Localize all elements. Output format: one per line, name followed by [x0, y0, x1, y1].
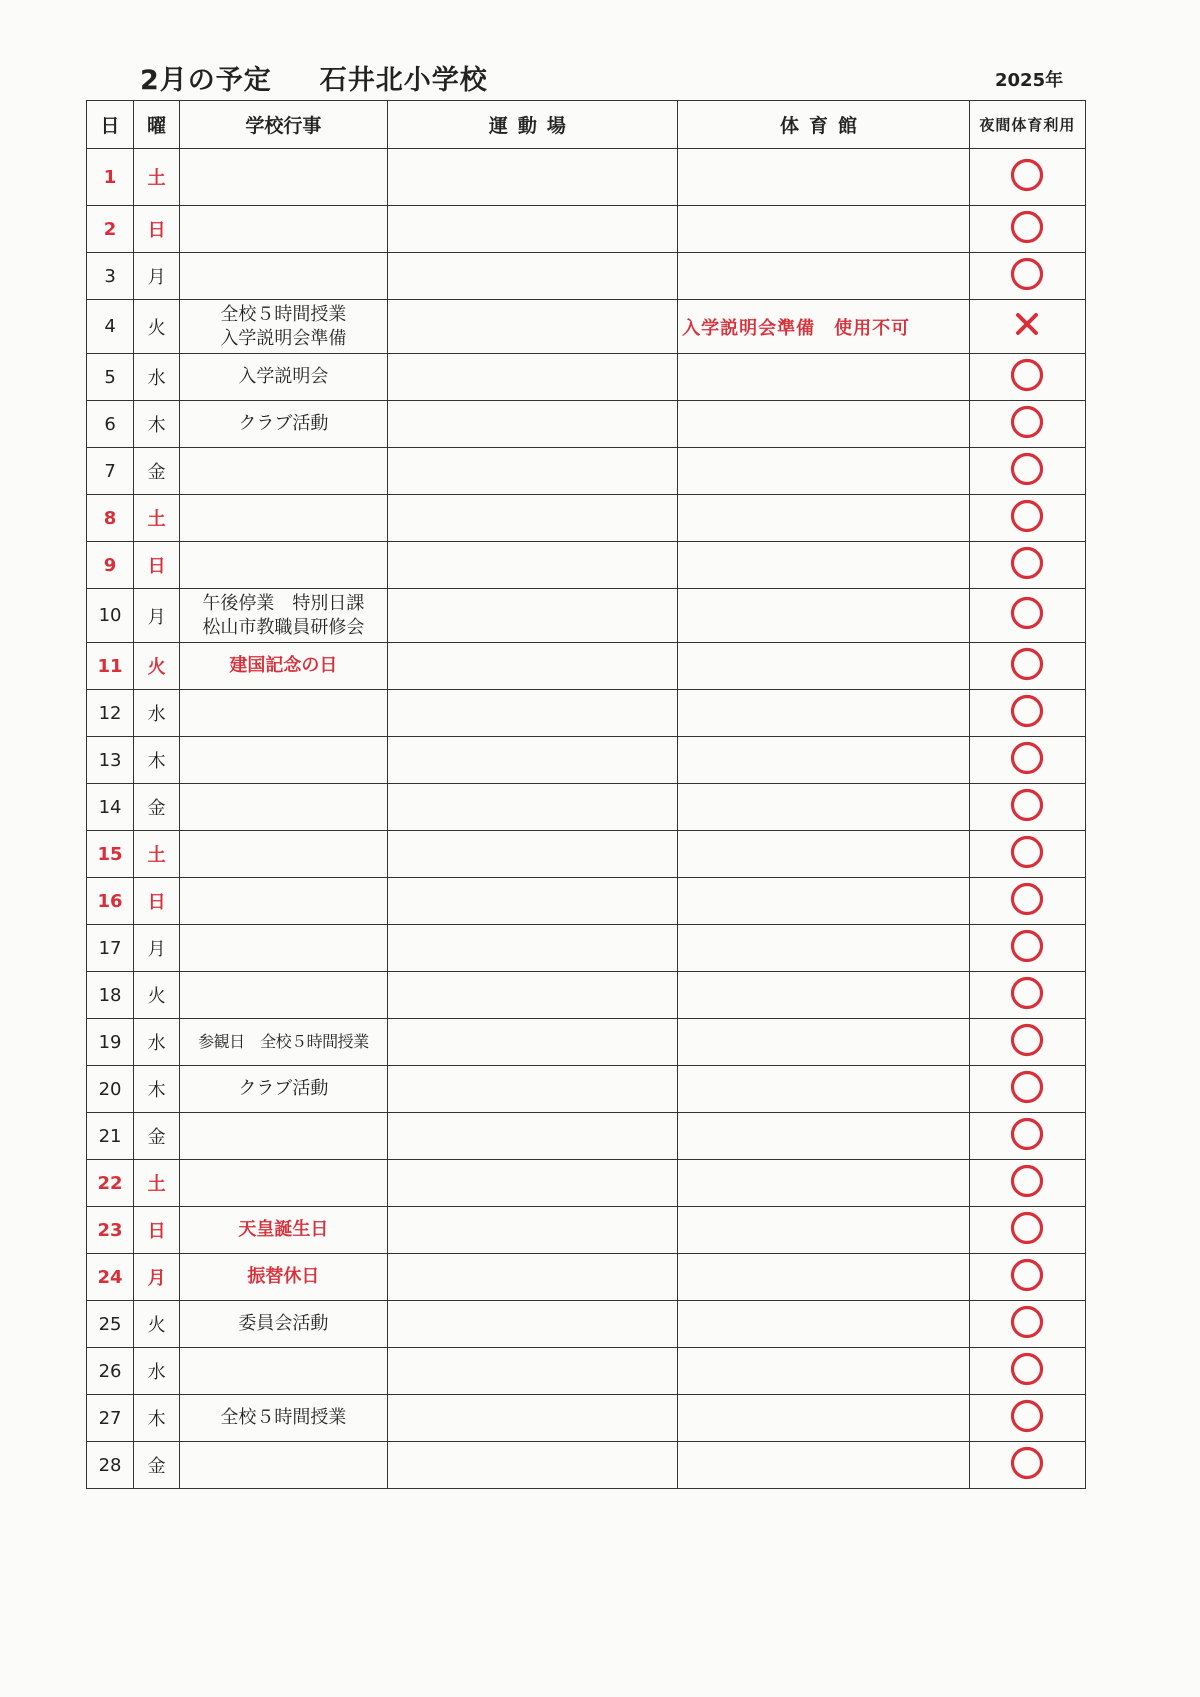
night-use-cell	[969, 1442, 1085, 1489]
header-row	[87, 101, 1086, 149]
gym-cell	[678, 690, 970, 737]
field-cell	[387, 589, 678, 643]
field-cell	[387, 737, 678, 784]
events-cell	[180, 206, 387, 253]
gym-cell	[678, 1207, 970, 1254]
weekday-cell: 土	[134, 495, 180, 542]
events-cell	[180, 643, 387, 690]
gym-cell	[678, 1442, 970, 1489]
table-row	[87, 1019, 1086, 1066]
weekday-cell: 水	[134, 354, 180, 401]
events-cell	[180, 1113, 387, 1160]
circle-icon	[1009, 451, 1045, 487]
day-cell: 8	[87, 495, 134, 542]
night-use-cell	[969, 1301, 1085, 1348]
weekday-cell: 月	[134, 1254, 180, 1301]
day-cell: 5	[87, 354, 134, 401]
header-day: 日	[87, 101, 134, 149]
weekday-cell: 木	[134, 1066, 180, 1113]
header-events: 学校行事	[180, 101, 387, 149]
table-row	[87, 690, 1086, 737]
gym-cell	[678, 401, 970, 448]
events-cell	[180, 737, 387, 784]
weekday-cell: 月	[134, 925, 180, 972]
night-use-cell	[969, 925, 1085, 972]
day-cell: 25	[87, 1301, 134, 1348]
gym-cell	[678, 878, 970, 925]
gym-cell	[678, 972, 970, 1019]
field-cell	[387, 1442, 678, 1489]
gym-cell	[678, 1113, 970, 1160]
gym-cell	[678, 1301, 970, 1348]
field-cell	[387, 1301, 678, 1348]
event-text: クラブ活動	[238, 413, 329, 434]
weekday-cell: 金	[134, 1442, 180, 1489]
weekday-cell: 土	[134, 1160, 180, 1207]
page-title	[140, 58, 488, 97]
field-cell	[387, 1019, 678, 1066]
table-row	[87, 542, 1086, 589]
event-text: 入学説明会準備	[220, 327, 347, 349]
day-cell: 17	[87, 925, 134, 972]
gym-cell: 入学説明会準備 使用不可	[678, 300, 970, 354]
weekday-cell: 日	[134, 878, 180, 925]
day-cell: 7	[87, 448, 134, 495]
events-cell	[180, 542, 387, 589]
field-cell	[387, 149, 678, 206]
weekday-cell: 木	[134, 1395, 180, 1442]
weekday-cell: 水	[134, 1348, 180, 1395]
table-row	[87, 401, 1086, 448]
night-use-cell	[969, 1348, 1085, 1395]
day-cell: 24	[87, 1254, 134, 1301]
circle-icon	[1009, 787, 1045, 823]
circle-icon	[1009, 928, 1045, 964]
gym-cell	[678, 925, 970, 972]
circle-icon	[1009, 1257, 1045, 1293]
night-use-cell	[969, 1395, 1085, 1442]
events-cell	[180, 1442, 387, 1489]
day-cell: 12	[87, 690, 134, 737]
day-cell: 20	[87, 1066, 134, 1113]
night-use-cell	[969, 495, 1085, 542]
day-cell: 6	[87, 401, 134, 448]
gym-cell	[678, 589, 970, 643]
field-cell	[387, 542, 678, 589]
weekday-cell: 水	[134, 1019, 180, 1066]
weekday-cell: 火	[134, 300, 180, 354]
table-row	[87, 925, 1086, 972]
night-use-cell	[969, 831, 1085, 878]
day-cell: 27	[87, 1395, 134, 1442]
night-use-cell	[969, 1066, 1085, 1113]
circle-icon	[1009, 157, 1045, 193]
events-cell	[180, 354, 387, 401]
gym-cell	[678, 1395, 970, 1442]
circle-icon	[1009, 404, 1045, 440]
header-night: 夜間体育利用	[969, 101, 1085, 149]
day-cell: 13	[87, 737, 134, 784]
events-cell	[180, 1019, 387, 1066]
gym-cell	[678, 1066, 970, 1113]
table-row	[87, 1254, 1086, 1301]
table-row	[87, 354, 1086, 401]
events-cell	[180, 972, 387, 1019]
title-month: 2月の予定	[140, 65, 272, 96]
day-cell: 2	[87, 206, 134, 253]
night-use-cell	[969, 972, 1085, 1019]
schedule-table	[86, 100, 1086, 1489]
weekday-cell: 金	[134, 784, 180, 831]
gym-cell	[678, 643, 970, 690]
circle-icon	[1009, 975, 1045, 1011]
weekday-cell: 日	[134, 206, 180, 253]
circle-icon	[1009, 1022, 1045, 1058]
table-row	[87, 253, 1086, 300]
table-row	[87, 831, 1086, 878]
weekday-cell: 金	[134, 448, 180, 495]
night-use-cell	[969, 542, 1085, 589]
night-use-cell	[969, 206, 1085, 253]
field-cell	[387, 643, 678, 690]
table-row	[87, 878, 1086, 925]
weekday-cell: 月	[134, 253, 180, 300]
table-row	[87, 1395, 1086, 1442]
events-cell	[180, 589, 387, 643]
table-row	[87, 448, 1086, 495]
events-cell	[180, 784, 387, 831]
table-row	[87, 495, 1086, 542]
gym-cell	[678, 542, 970, 589]
field-cell	[387, 448, 678, 495]
cross-icon	[1015, 312, 1039, 336]
field-cell	[387, 1395, 678, 1442]
gym-cell	[678, 1160, 970, 1207]
day-cell: 21	[87, 1113, 134, 1160]
table-row	[87, 1066, 1086, 1113]
events-cell	[180, 831, 387, 878]
circle-icon	[1009, 834, 1045, 870]
field-cell	[387, 300, 678, 354]
table-row	[87, 972, 1086, 1019]
circle-icon	[1009, 1445, 1045, 1481]
day-cell: 4	[87, 300, 134, 354]
field-cell	[387, 206, 678, 253]
events-cell	[180, 878, 387, 925]
event-text: 入学説明会	[238, 366, 329, 387]
event-text: 全校５時間授業	[220, 303, 347, 325]
day-cell: 1	[87, 149, 134, 206]
event-text: 参観日 全校５時間授業	[198, 1032, 369, 1051]
day-cell: 15	[87, 831, 134, 878]
event-text: 松山市教職員研修会	[202, 616, 365, 638]
circle-icon	[1009, 256, 1045, 292]
table-row	[87, 1348, 1086, 1395]
circle-icon	[1009, 1398, 1045, 1434]
weekday-cell: 月	[134, 589, 180, 643]
events-cell	[180, 690, 387, 737]
table-row	[87, 1113, 1086, 1160]
schedule-body	[87, 149, 1086, 1489]
events-cell	[180, 300, 387, 354]
field-cell	[387, 972, 678, 1019]
circle-icon	[1009, 545, 1045, 581]
circle-icon	[1009, 357, 1045, 393]
events-cell	[180, 1066, 387, 1113]
field-cell	[387, 784, 678, 831]
circle-icon	[1009, 1351, 1045, 1387]
title-school: 石井北小学校	[319, 65, 488, 96]
day-cell: 26	[87, 1348, 134, 1395]
field-cell	[387, 354, 678, 401]
weekday-cell: 火	[134, 972, 180, 1019]
event-text: 委員会活動	[238, 1313, 329, 1334]
night-use-cell	[969, 784, 1085, 831]
weekday-cell: 土	[134, 149, 180, 206]
day-cell: 9	[87, 542, 134, 589]
circle-icon	[1009, 881, 1045, 917]
events-cell	[180, 1207, 387, 1254]
day-cell: 16	[87, 878, 134, 925]
field-cell	[387, 831, 678, 878]
weekday-cell: 金	[134, 1113, 180, 1160]
table-row	[87, 737, 1086, 784]
night-use-cell	[969, 1019, 1085, 1066]
table-row	[87, 589, 1086, 643]
night-use-cell	[969, 1113, 1085, 1160]
events-cell	[180, 925, 387, 972]
gym-cell	[678, 1019, 970, 1066]
night-use-cell	[969, 737, 1085, 784]
circle-icon	[1009, 1116, 1045, 1152]
field-cell	[387, 878, 678, 925]
table-row	[87, 643, 1086, 690]
circle-icon	[1009, 595, 1045, 631]
field-cell	[387, 253, 678, 300]
night-use-cell	[969, 1254, 1085, 1301]
gym-cell	[678, 495, 970, 542]
field-cell	[387, 401, 678, 448]
day-cell: 3	[87, 253, 134, 300]
circle-icon	[1009, 1163, 1045, 1199]
field-cell	[387, 1066, 678, 1113]
night-use-cell	[969, 253, 1085, 300]
field-cell	[387, 1254, 678, 1301]
header-field: 運動場	[387, 101, 678, 149]
night-use-cell	[969, 878, 1085, 925]
gym-cell	[678, 253, 970, 300]
night-use-cell	[969, 354, 1085, 401]
circle-icon	[1009, 646, 1045, 682]
header-weekday: 曜	[134, 101, 180, 149]
gym-cell	[678, 206, 970, 253]
gym-cell	[678, 737, 970, 784]
day-cell: 10	[87, 589, 134, 643]
day-cell: 18	[87, 972, 134, 1019]
circle-icon	[1009, 693, 1045, 729]
weekday-cell: 木	[134, 737, 180, 784]
event-text: 午後停業 特別日課	[202, 592, 365, 614]
table-row	[87, 300, 1086, 354]
night-use-cell	[969, 690, 1085, 737]
night-use-cell	[969, 300, 1085, 354]
table-row	[87, 1301, 1086, 1348]
day-cell: 14	[87, 784, 134, 831]
gym-cell	[678, 354, 970, 401]
events-cell	[180, 401, 387, 448]
gym-cell	[678, 448, 970, 495]
night-use-cell	[969, 1160, 1085, 1207]
day-cell: 23	[87, 1207, 134, 1254]
gym-cell	[678, 1254, 970, 1301]
events-cell	[180, 1348, 387, 1395]
circle-icon	[1009, 740, 1045, 776]
events-cell	[180, 1160, 387, 1207]
weekday-cell: 水	[134, 690, 180, 737]
events-cell	[180, 149, 387, 206]
field-cell	[387, 925, 678, 972]
night-use-cell	[969, 401, 1085, 448]
table-row	[87, 784, 1086, 831]
table-row	[87, 1160, 1086, 1207]
weekday-cell: 日	[134, 1207, 180, 1254]
weekday-cell: 土	[134, 831, 180, 878]
gym-cell	[678, 149, 970, 206]
events-cell	[180, 1301, 387, 1348]
night-use-cell	[969, 589, 1085, 643]
field-cell	[387, 495, 678, 542]
day-cell: 22	[87, 1160, 134, 1207]
table-row	[87, 206, 1086, 253]
event-text: 建国記念の日	[229, 655, 338, 676]
weekday-cell: 火	[134, 1301, 180, 1348]
event-text: 振替休日	[247, 1266, 320, 1287]
day-cell: 11	[87, 643, 134, 690]
event-text: クラブ活動	[238, 1078, 329, 1099]
night-use-cell	[969, 1207, 1085, 1254]
day-cell: 28	[87, 1442, 134, 1489]
events-cell	[180, 448, 387, 495]
table-row	[87, 1207, 1086, 1254]
events-cell	[180, 253, 387, 300]
gym-cell	[678, 831, 970, 878]
circle-icon	[1009, 209, 1045, 245]
night-use-cell	[969, 149, 1085, 206]
event-text: 天皇誕生日	[238, 1219, 329, 1240]
day-cell: 19	[87, 1019, 134, 1066]
table-row	[87, 1442, 1086, 1489]
weekday-cell: 日	[134, 542, 180, 589]
events-cell	[180, 495, 387, 542]
header-gym: 体育館	[678, 101, 970, 149]
event-text: 全校５時間授業	[220, 1407, 347, 1428]
field-cell	[387, 1207, 678, 1254]
weekday-cell: 木	[134, 401, 180, 448]
year-label: 2025年	[995, 70, 1064, 91]
weekday-cell: 火	[134, 643, 180, 690]
circle-icon	[1009, 1304, 1045, 1340]
night-use-cell	[969, 448, 1085, 495]
gym-cell	[678, 784, 970, 831]
circle-icon	[1009, 1210, 1045, 1246]
field-cell	[387, 690, 678, 737]
events-cell	[180, 1254, 387, 1301]
field-cell	[387, 1348, 678, 1395]
events-cell	[180, 1395, 387, 1442]
night-use-cell	[969, 643, 1085, 690]
circle-icon	[1009, 1069, 1045, 1105]
table-row	[87, 149, 1086, 206]
field-cell	[387, 1113, 678, 1160]
field-cell	[387, 1160, 678, 1207]
circle-icon	[1009, 498, 1045, 534]
gym-cell	[678, 1348, 970, 1395]
